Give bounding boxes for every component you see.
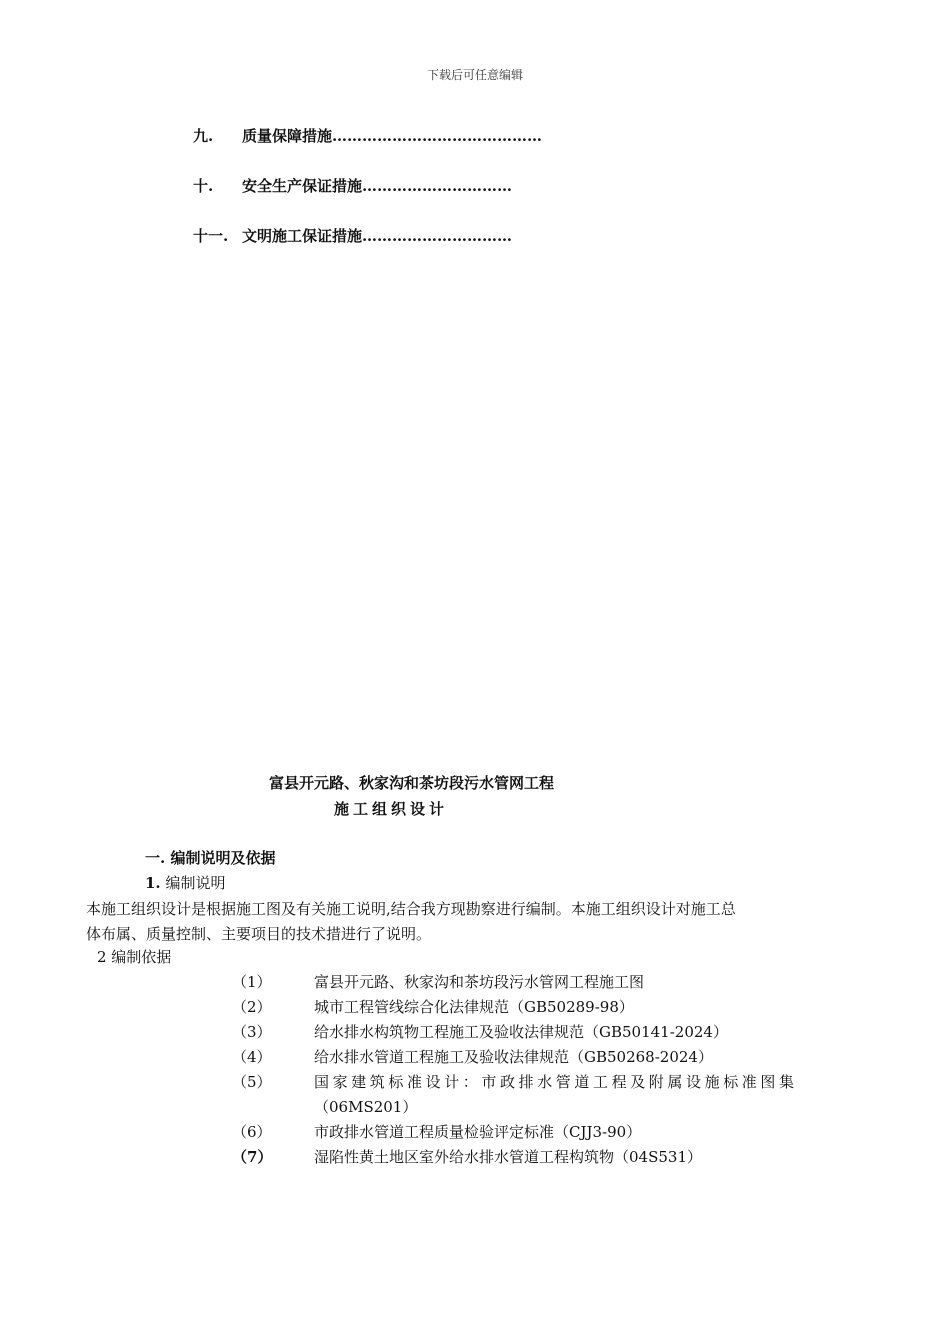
list-item-text: 富县开元路、秋家沟和茶坊段污水管网工程施工图 (314, 973, 645, 991)
list-item-index: （4） (232, 1048, 272, 1066)
toc-item-number: 十. (193, 177, 214, 195)
list-item-index: （7） (232, 1148, 273, 1166)
toc-item-title: 质量保障措施…………………………………… (242, 127, 543, 145)
list-item-text: 市政排水管道工程质量检验评定标准（CJJ3-90） (314, 1123, 642, 1141)
list-item (232, 1045, 827, 1070)
list-item (232, 1120, 827, 1145)
page-header-note: 下载后可任意编辑 (426, 68, 523, 82)
list-item-text: 湿陷性黄土地区室外给水排水管道工程构筑物（04S531） (314, 1148, 702, 1166)
list-item-index: （3） (232, 1023, 272, 1041)
subsection-heading-explanation (145, 872, 225, 893)
toc-item-title: 安全生产保证措施………………………… (242, 177, 513, 195)
basis-list (232, 970, 827, 1170)
list-item-text-continuation: （06MS201） (314, 1098, 418, 1116)
subsection-number: 1. (145, 874, 161, 892)
document-title: 富县开元路、秋家沟和茶坊段污水管网工程 (269, 774, 555, 792)
explanation-paragraph (86, 897, 826, 947)
list-item-text: 城市工程管线综合化法律规范（GB50289-98） (314, 998, 634, 1016)
list-item-index: （1） (232, 973, 272, 991)
paragraph-line: 本施工组织设计是根据施工图及有关施工说明,结合我方现勘察进行编制。本施工组织设计对施工总 (86, 900, 736, 918)
document-subtitle: 施工组织设计 (334, 800, 449, 818)
list-item-index: （6） (232, 1123, 272, 1141)
list-item-text: 给水排水管道工程施工及验收法律规范（GB50268-2024） (314, 1048, 713, 1066)
list-item-index: （2） (232, 998, 272, 1016)
toc-item-title: 文明施工保证措施………………………… (242, 227, 513, 245)
list-item (232, 1070, 827, 1120)
list-item-text: 给水排水构筑物工程施工及验收法律规范（GB50141-2024） (314, 1023, 728, 1041)
toc-item-number: 九. (193, 127, 214, 145)
list-item (232, 1020, 827, 1045)
list-item (232, 970, 827, 995)
toc-item-number: 十一. (193, 227, 229, 245)
paragraph-line: 体布属、质量控制、主要项目的技术措进行了说明。 (86, 925, 432, 943)
list-item (232, 995, 827, 1020)
list-item-text: 国家建筑标准设计：市政排水管道工程及附属设施标准图集 (314, 1073, 798, 1091)
list-item (232, 1145, 827, 1170)
list-item-index: （5） (232, 1073, 272, 1091)
subsection-label: 编制说明 (160, 874, 226, 892)
subsection-heading-basis: 2 编制依据 (97, 948, 172, 966)
section-heading: 一. 编制说明及依据 (145, 849, 276, 867)
